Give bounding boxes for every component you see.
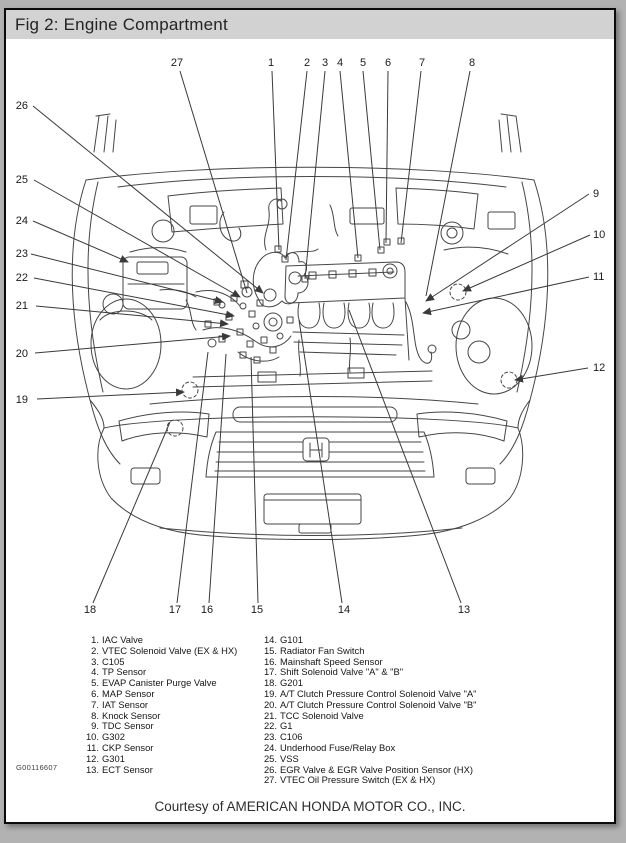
legend-item-number: 22.: [263, 720, 277, 732]
legend-item-number: 23.: [263, 731, 277, 743]
legend-item-label: CKP Sensor: [102, 741, 154, 753]
callout-layer: [16, 57, 606, 616]
callout-line-9: [426, 194, 589, 301]
legend-item: [259, 700, 477, 711]
legend-item-label: C105: [102, 655, 125, 667]
callout-line-24: [33, 221, 128, 262]
legend-item-label: TDC Sensor: [102, 720, 154, 732]
callout-number-21: 21: [15, 300, 28, 312]
callout-number-3: 3: [321, 57, 329, 69]
legend-item-label: Mainshaft Speed Sensor: [280, 655, 383, 667]
callout-number-8: 8: [468, 57, 476, 69]
legend-item-label: G101: [280, 634, 303, 645]
legend-item-number: 19.: [263, 687, 277, 699]
legend-item-number: 9.: [91, 720, 99, 732]
legend-item-label: G201: [280, 677, 303, 689]
legend-item-label: TP Sensor: [102, 666, 147, 678]
callout-number-16: 16: [200, 604, 214, 616]
legend-item-label: A/T Clutch Pressure Control Solenoid Valve "A": [280, 687, 477, 699]
legend-item-label: Knock Sensor: [102, 709, 161, 721]
callout-number-4: 4: [336, 57, 344, 69]
car-body-line-art: [72, 114, 548, 540]
callout-number-22: 22: [15, 272, 28, 284]
callout-number-17: 17: [168, 604, 182, 616]
callout-line-20: [35, 336, 230, 353]
callout-line-7: [401, 71, 421, 243]
legend-item-number: 24.: [263, 741, 277, 753]
callout-line-19: [37, 392, 184, 399]
legend-item-number: 12.: [85, 752, 99, 764]
legend-item: [259, 646, 477, 657]
legend-column-1: [81, 635, 237, 775]
legend-item-number: 17.: [263, 666, 277, 678]
figure-panel: [4, 8, 616, 824]
callout-number-23: 23: [15, 248, 28, 260]
legend-item-label: G1: [280, 720, 293, 732]
legend-item-label: VTEC Oil Pressure Switch (EX & HX): [280, 774, 436, 786]
callout-number-15: 15: [250, 604, 264, 616]
callout-number-27: 27: [170, 57, 184, 69]
callout-line-6: [386, 71, 388, 243]
callout-line-18: [93, 422, 170, 603]
legend-item-label: EGR Valve & EGR Valve Position Sensor (HX): [280, 763, 473, 775]
legend-item-number: 25.: [263, 752, 277, 764]
callout-line-13: [349, 310, 461, 603]
callout-number-5: 5: [359, 57, 367, 69]
legend-column-2: [259, 635, 477, 786]
legend-item-label: VTEC Solenoid Valve (EX & HX): [102, 644, 238, 656]
legend-item-label: Shift Solenoid Valve "A" & "B": [280, 666, 404, 678]
legend-item-label: Radiator Fan Switch: [280, 644, 365, 656]
callout-number-10: 10: [593, 229, 606, 241]
legend-item-label: C106: [280, 731, 303, 743]
legend-item-number: 2.: [91, 644, 99, 656]
legend-item: [81, 765, 237, 776]
callout-number-9: 9: [593, 188, 600, 200]
legend-item-number: 4.: [91, 666, 99, 678]
callout-line-11: [423, 277, 589, 313]
callout-number-25: 25: [15, 174, 28, 186]
callout-number-18: 18: [83, 604, 97, 616]
callout-line-3: [305, 71, 325, 279]
legend-item: [259, 775, 477, 786]
callout-number-7: 7: [418, 57, 426, 69]
legend-item-label: VSS: [280, 752, 299, 764]
legend-item: [259, 754, 477, 765]
callout-number-1: 1: [267, 57, 275, 69]
callout-number-24: 24: [15, 215, 28, 227]
legend-item-label: MAP Sensor: [102, 687, 155, 699]
legend-item-number: 13.: [85, 763, 99, 775]
license-plate-recess: [264, 494, 361, 524]
callout-number-11: 11: [593, 271, 605, 283]
legend-item-number: 26.: [263, 763, 277, 775]
legend-item: [81, 754, 237, 765]
callout-line-25: [34, 180, 240, 297]
legend-item-label: A/T Clutch Pressure Control Solenoid Valve "B": [280, 698, 477, 710]
legend-item-label: Underhood Fuse/Relay Box: [280, 741, 396, 753]
legend-item-number: 18.: [263, 677, 277, 689]
legend-item-number: 11.: [86, 741, 99, 753]
honda-logo: [303, 438, 329, 461]
legend-item-label: ECT Sensor: [102, 763, 153, 775]
legend-item-number: 14.: [263, 634, 277, 645]
callout-line-27: [180, 71, 247, 293]
callout-number-12: 12: [593, 362, 606, 374]
callout-number-6: 6: [384, 57, 392, 69]
legend-item-label: G302: [102, 731, 125, 743]
legend-item-number: 5.: [91, 677, 99, 689]
legend-item: [81, 700, 237, 711]
courtesy-line: Courtesy of AMERICAN HONDA MOTOR CO., INC.: [154, 799, 466, 814]
callout-line-5: [363, 71, 380, 250]
figure-title: Fig 2: Engine Compartment: [6, 10, 614, 39]
legend-item-label: EVAP Canister Purge Valve: [102, 677, 217, 689]
legend-item-number: 10.: [85, 731, 99, 743]
legend-item-number: 6.: [91, 687, 99, 699]
callout-line-2: [286, 71, 307, 260]
legend-item-number: 20.: [263, 698, 277, 710]
legend-item-number: 16.: [263, 655, 277, 667]
callout-line-15: [251, 357, 258, 603]
callout-line-8: [426, 71, 470, 296]
callout-number-19: 19: [15, 394, 28, 406]
legend-item-number: 7.: [91, 698, 99, 710]
legend-item-label: IAC Valve: [102, 634, 143, 645]
callout-line-16: [209, 354, 226, 603]
legend-item-number: 8.: [91, 709, 99, 721]
callout-number-20: 20: [15, 348, 28, 360]
callout-number-14: 14: [337, 604, 351, 616]
legend-item-label: G301: [102, 752, 125, 764]
callout-line-1: [272, 71, 279, 250]
right-headlight: [417, 412, 507, 441]
callout-line-10: [463, 235, 590, 291]
callout-number-13: 13: [457, 604, 471, 616]
legend-item-label: IAT Sensor: [102, 698, 149, 710]
legend-item-label: TCC Solenoid Valve: [280, 709, 364, 721]
legend-item-number: 15.: [263, 644, 277, 656]
callout-number-2: 2: [303, 57, 311, 69]
legend-item-number: 1.: [91, 634, 99, 645]
legend-item: [81, 646, 237, 657]
figure-code: G00116607: [16, 763, 58, 772]
legend-item-number: 3.: [91, 655, 99, 667]
callout-line-12: [515, 368, 588, 380]
legend-item-number: 21.: [263, 709, 277, 721]
callout-number-26: 26: [15, 100, 28, 112]
legend-item-number: 27.: [263, 774, 277, 786]
callout-line-4: [340, 71, 358, 258]
